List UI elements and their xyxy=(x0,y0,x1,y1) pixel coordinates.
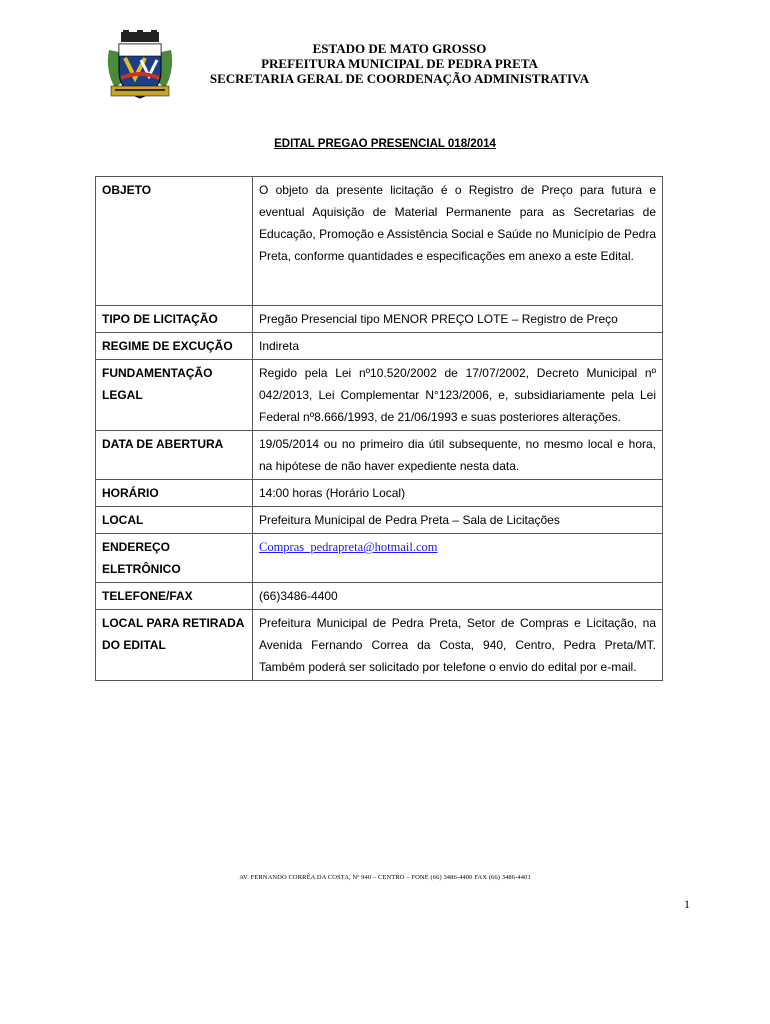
footer-address: AV. FERNANDO CORRÊA DA COSTA, Nº 940 – CENTRO – FONE (66) 3486-4400 FAX (66) 3486-4401 xyxy=(239,874,531,881)
table-row xyxy=(96,610,663,681)
row-label: ENDEREÇO ELETRÔNICO xyxy=(96,534,253,583)
header-secretariat: SECRETARIA GERAL DE COORDENAÇÃO ADMINISTRATIVA xyxy=(209,71,590,86)
header-prefecture: PREFEITURA MUNICIPAL DE PEDRA PRETA xyxy=(261,56,538,71)
letterhead-text xyxy=(177,41,622,86)
table-row xyxy=(96,480,663,507)
page-number: 1 xyxy=(684,897,690,911)
row-label: TELEFONE/FAX xyxy=(96,583,253,610)
row-label: FUNDAMENTAÇÃO LEGAL xyxy=(96,360,253,431)
edital-info-table xyxy=(95,176,663,681)
row-value: (66)3486-4400 xyxy=(253,583,663,610)
table-row xyxy=(96,333,663,360)
table-row xyxy=(96,177,663,306)
table-row xyxy=(96,507,663,534)
municipal-coat-of-arms-icon xyxy=(105,30,175,102)
table-row xyxy=(96,583,663,610)
table-row xyxy=(96,360,663,431)
row-label: DATA DE ABERTURA xyxy=(96,431,253,480)
row-label: LOCAL xyxy=(96,507,253,534)
row-label: HORÁRIO xyxy=(96,480,253,507)
row-label: OBJETO xyxy=(96,177,253,306)
row-label: LOCAL PARA RETIRADA DO EDITAL xyxy=(96,610,253,681)
row-value: Indireta xyxy=(253,333,663,360)
document-title: EDITAL PREGAO PRESENCIAL 018/2014 xyxy=(274,138,496,150)
table-row xyxy=(96,534,663,583)
row-value: 19/05/2014 ou no primeiro dia útil subsequente, no mesmo local e hora, na hipótese de não haver expediente nesta data. xyxy=(253,431,663,480)
row-value: Prefeitura Municipal de Pedra Preta, Setor de Compras e Licitação, na Avenida Fernando Correa da Costa, 940, Centro, Pedra Preta/MT. Também poderá ser solicitado por telefone o envio do edital por e-mail. xyxy=(253,610,663,681)
table-row xyxy=(96,431,663,480)
header-state: ESTADO DE MATO GROSSO xyxy=(312,41,487,56)
table-row xyxy=(96,306,663,333)
email-link[interactable]: Compras_pedrapreta@hotmail.com xyxy=(259,540,438,554)
row-label: REGIME DE EXCUÇÃO xyxy=(96,333,253,360)
row-value: Prefeitura Municipal de Pedra Preta – Sala de Licitações xyxy=(253,507,663,534)
row-value: 14:00 horas (Horário Local) xyxy=(253,480,663,507)
row-value: O objeto da presente licitação é o Registro de Preço para futura e eventual Aquisição de Material Permanente para as Secretarias de Educação, Promoção e Assistência Social e Saúde no Município de Pedra Preta, conforme quantidades e especificações em anexo a este Edital. xyxy=(253,177,663,306)
row-value: Regido pela Lei nº10.520/2002 de 17/07/2002, Decreto Municipal nº 042/2013, Lei Complementar N°123/2006, e, subsidiariamente pela Lei Federal nº8.666/1993, de 21/06/1993 e suas posteriores alterações. xyxy=(253,360,663,431)
row-label: TIPO DE LICITAÇÃO xyxy=(96,306,253,333)
letterhead xyxy=(105,28,665,108)
row-value: Pregão Presencial tipo MENOR PREÇO LOTE – Registro de Preço xyxy=(253,306,663,333)
row-value xyxy=(253,534,663,583)
